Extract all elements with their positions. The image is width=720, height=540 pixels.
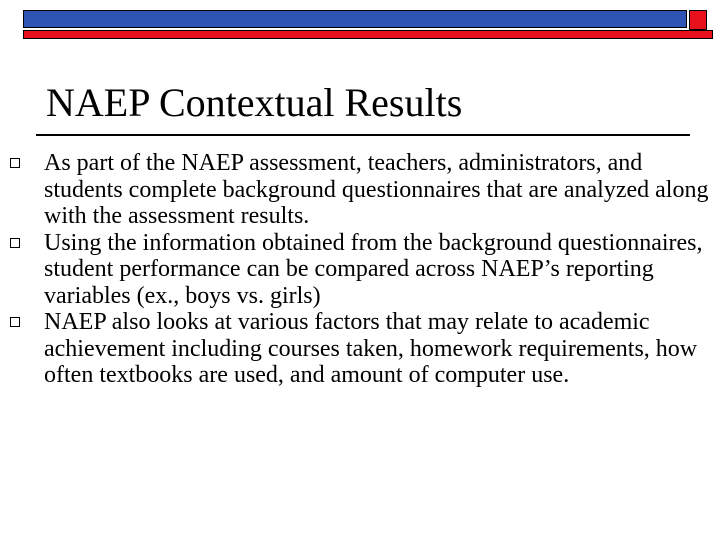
- slide-title: NAEP Contextual Results: [46, 80, 463, 125]
- bullet-text: NAEP also looks at various factors that may relate to academic achievement including courses taken, homework requirements, how often textbooks are used, and amount of computer use.: [44, 309, 698, 388]
- bullet-item: [0, 230, 720, 310]
- header-decoration: [23, 10, 713, 40]
- bullet-item: [0, 309, 720, 389]
- square-bullet-icon: [10, 158, 20, 168]
- bullet-item: [0, 150, 720, 230]
- bullet-text: Using the information obtained from the background questionnaires, student performance can be compared across NAEP’s reporting variables (ex., boys vs. girls): [44, 229, 703, 309]
- header-red-square: [689, 10, 707, 30]
- title-underline: [36, 134, 690, 136]
- bullet-text: As part of the NAEP assessment, teachers, administrators, and students complete background questionnaires that are analyzed along with the assessment results.: [44, 150, 709, 229]
- square-bullet-icon: [10, 238, 20, 248]
- header-red-bar: [23, 30, 713, 39]
- bullet-list: [0, 150, 720, 389]
- square-bullet-icon: [10, 317, 20, 327]
- header-blue-bar: [23, 10, 687, 28]
